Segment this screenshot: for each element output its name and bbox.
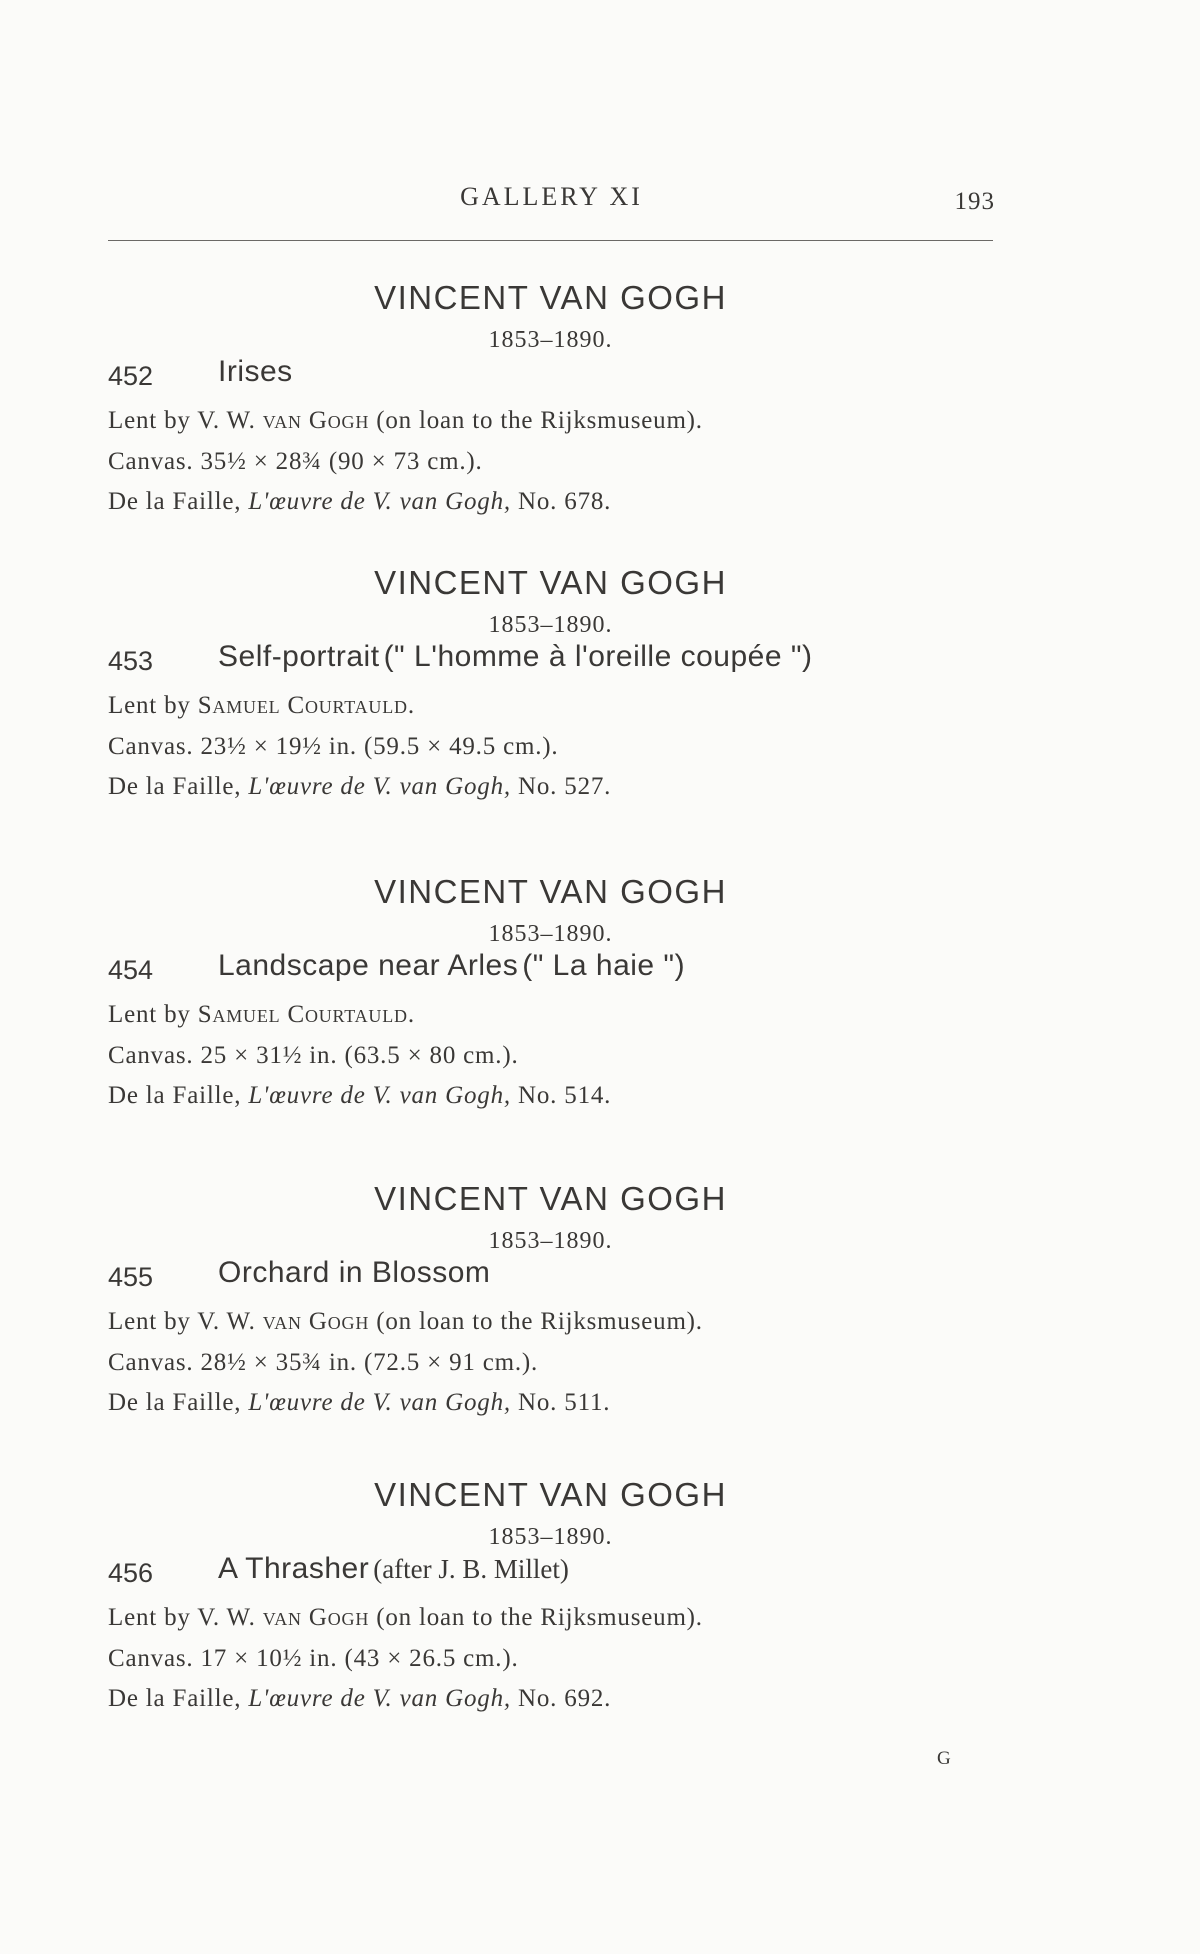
- canvas-dimensions: Canvas. 28½ × 35¾ in. (72.5 × 91 cm.).: [108, 1349, 539, 1376]
- artwork-title-note: (after J. B. Millet): [373, 1554, 569, 1584]
- entry-number: 456: [108, 1558, 154, 1588]
- lender-line: [108, 407, 703, 435]
- artwork-title-note: (" L'homme à l'oreille coupée "): [383, 640, 813, 673]
- artwork-title: Landscape near Arles: [218, 949, 519, 982]
- reference-number: No. 527.: [518, 773, 612, 800]
- entry-number: 452: [108, 361, 154, 391]
- artist-dates: 1853–1890.: [488, 612, 613, 638]
- lender-note: (on loan to the Rijksmuseum).: [376, 407, 703, 434]
- lender-name: Samuel Courtauld.: [197, 692, 415, 719]
- lender-prefix: Lent by V. W.: [108, 1604, 256, 1631]
- artist-name: VINCENT VAN GOGH: [374, 1476, 727, 1513]
- entry-title-line: [218, 355, 293, 389]
- reference-number: No. 514.: [518, 1082, 612, 1109]
- lender-prefix: Lent by: [108, 1001, 191, 1028]
- entry-title-line: [218, 949, 685, 983]
- header-rule: [108, 240, 993, 241]
- reference-line: [108, 773, 611, 801]
- artist-dates: 1853–1890.: [488, 1524, 613, 1550]
- reference-line: [108, 488, 611, 516]
- lender-name: van Gogh: [262, 1604, 370, 1631]
- reference-author: De la Faille,: [108, 1082, 242, 1109]
- artist-name: VINCENT VAN GOGH: [374, 279, 727, 316]
- artwork-title-note: (" La haie "): [522, 949, 686, 982]
- entry-number: 453: [108, 646, 154, 676]
- reference-number: No. 678.: [518, 488, 612, 515]
- entry-title-line: [218, 640, 813, 674]
- artwork-title: A Thrasher: [218, 1552, 370, 1585]
- canvas-dimensions: Canvas. 25 × 31½ in. (63.5 × 80 cm.).: [108, 1042, 519, 1069]
- artwork-title: Orchard in Blossom: [218, 1256, 491, 1289]
- reference-number: No. 511.: [518, 1389, 611, 1416]
- lender-line: [108, 1308, 703, 1336]
- reference-author: De la Faille,: [108, 1389, 242, 1416]
- gallery-title: GALLERY XI: [460, 182, 643, 211]
- entry-number: 455: [108, 1262, 154, 1292]
- reference-work: L'œuvre de V. van Gogh,: [248, 1685, 511, 1712]
- canvas-dimensions: Canvas. 23½ × 19½ in. (59.5 × 49.5 cm.).: [108, 733, 559, 760]
- lender-note: (on loan to the Rijksmuseum).: [376, 1308, 703, 1335]
- reference-work: L'œuvre de V. van Gogh,: [248, 488, 511, 515]
- reference-author: De la Faille,: [108, 1685, 242, 1712]
- artist-name: VINCENT VAN GOGH: [374, 564, 727, 601]
- artwork-title: Irises: [218, 355, 293, 388]
- entry-title-line: [218, 1552, 569, 1586]
- running-head: [108, 182, 995, 222]
- lender-prefix: Lent by V. W.: [108, 407, 256, 434]
- reference-line: [108, 1389, 610, 1417]
- artist-dates: 1853–1890.: [488, 1228, 613, 1254]
- reference-author: De la Faille,: [108, 488, 242, 515]
- entry-number: 454: [108, 955, 154, 985]
- lender-note: (on loan to the Rijksmuseum).: [376, 1604, 703, 1631]
- canvas-dimensions: Canvas. 17 × 10½ in. (43 × 26.5 cm.).: [108, 1645, 519, 1672]
- artist-dates: 1853–1890.: [488, 327, 613, 353]
- artist-name: VINCENT VAN GOGH: [374, 1180, 727, 1217]
- entry-title-line: [218, 1256, 490, 1290]
- artist-dates: 1853–1890.: [488, 921, 613, 947]
- reference-work: L'œuvre de V. van Gogh,: [248, 1082, 511, 1109]
- reference-work: L'œuvre de V. van Gogh,: [248, 773, 511, 800]
- lender-line: [108, 1001, 415, 1029]
- reference-line: [108, 1082, 611, 1110]
- reference-line: [108, 1685, 611, 1713]
- lender-prefix: Lent by V. W.: [108, 1308, 256, 1335]
- lender-line: [108, 1604, 703, 1632]
- lender-name: van Gogh: [262, 407, 370, 434]
- artwork-title: Self-portrait: [218, 640, 380, 673]
- lender-name: Samuel Courtauld.: [197, 1001, 415, 1028]
- reference-work: L'œuvre de V. van Gogh,: [248, 1389, 511, 1416]
- lender-line: [108, 692, 415, 720]
- lender-prefix: Lent by: [108, 692, 191, 719]
- signature-mark: G: [937, 1748, 951, 1769]
- canvas-dimensions: Canvas. 35½ × 28¾ (90 × 73 cm.).: [108, 448, 483, 475]
- artist-name: VINCENT VAN GOGH: [374, 873, 727, 910]
- reference-author: De la Faille,: [108, 773, 242, 800]
- reference-number: No. 692.: [518, 1685, 612, 1712]
- page-number: 193: [954, 188, 995, 215]
- lender-name: van Gogh: [262, 1308, 370, 1335]
